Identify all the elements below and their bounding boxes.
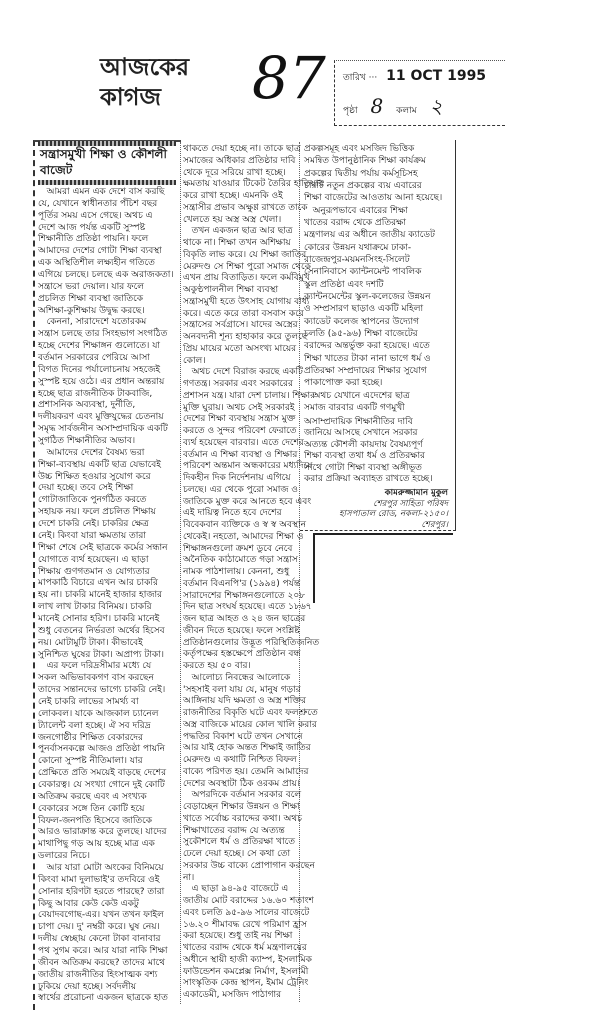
article-line: দলীয়করণ এবং মুক্তিযুদ্ধের চেতনায়	[38, 412, 164, 423]
newspaper-masthead: আজকের কাগজ	[100, 52, 190, 111]
article-line: মুক্তি ঘুরায়। অথচ সেই সরকারই	[183, 402, 295, 413]
article-line: সাংস্কৃতিক কেন্দ্র স্থাপন, ইমাম ট্রেনিং	[183, 978, 309, 989]
article-line: এক অস্থিতিশীল লক্ষ্যহীন গতিতে	[38, 258, 155, 269]
article-line: অস্ত্র বাজিকে মায়ের কোল খালি করার	[183, 719, 317, 730]
article-line: কিছু আবার কেউ কেউ একটু	[38, 898, 139, 909]
article-line: জাতিকে মুক্ত করে আনতে হবে এবং	[183, 496, 312, 507]
article-line: মাথাপিছু গড় আয় হচ্ছে মাত্র এক	[38, 839, 155, 850]
article-line: শিক্ষা-ব্যবস্থায় একটি ছাত্র যেভাবেই	[38, 459, 161, 470]
headline-line-1: সন্ত্রাসমুখী শিক্ষা ও কৌশলী	[40, 147, 167, 161]
article-line: বেড়াচ্ছেন শিক্ষার উন্নয়ন ও শিক্ষা	[183, 802, 300, 812]
article-line: যোগাতে ব্যর্থ হয়েছেন। এ ছাড়া	[38, 554, 149, 565]
article-line: শিক্ষানীতি প্রতিষ্ঠা পায়নি। ফলে	[38, 234, 149, 245]
article-line: এগিয়ে চলছে। চলছে এক অরাজকতা।	[38, 270, 174, 281]
article-line: পথ সুগম করে। আর যারা নাকি শিক্ষা	[38, 946, 168, 956]
article-line: পূর্তির সময় এসে গেছে। অথচ এ	[38, 210, 153, 221]
article-line: চাপা দেয়। দু' নম্বরী করে। ঘুষ নেয়।	[38, 922, 160, 933]
column-divider	[180, 142, 181, 1004]
article-line: সুকৌশলে ধর্ম ও প্রতিরক্ষা খাতে	[183, 837, 295, 848]
article-line: প্রশাসন যন্ত্র। যারা দেশ চালায়। শিক্ষার	[183, 390, 316, 401]
article-line: গণতন্ত্র। সরকার এবং সরকারের	[183, 379, 293, 389]
article-line: 'সহসাই বলা যায় যে, মানুষ গড়ার	[183, 684, 301, 695]
article-line: কোল।	[183, 355, 206, 366]
article-line: করে। এতে করে তারা বসবাস করে	[183, 308, 304, 319]
article-line: ঢুকিয়ে দেয়া হচ্ছে। সর্বদলীয়	[38, 981, 137, 992]
article-line: সমাজ বারবার একটি গণমুখী	[304, 402, 405, 413]
article-line: মেরুদণ্ড এ কথাটি নিশ্চিত বিফল	[183, 755, 297, 765]
article-line: লোকবল। যাকে আজকাল চ্যানেল	[38, 708, 159, 719]
article-line: পুনর্বাসনকল্পে আজও প্রতিষ্ঠা পায়নি	[38, 744, 165, 755]
article-line: ঢেলে দেয়া হচ্ছে। সে কথা তো	[183, 849, 291, 859]
article-line: এই দায়িত্ব নিতে হবে দেশের	[183, 508, 282, 519]
headline-line-2: বাজেট	[40, 163, 73, 177]
article-line: আমাদের দেশের গোটা শিক্ষা ব্যবস্থা	[38, 246, 162, 257]
article-line: ক্ষমতায় যাওয়ার টিকেট তৈরির হাতিয়ার	[183, 179, 324, 190]
author-org: শেরপুর সাহিত্য পরিষদ	[373, 498, 448, 509]
date-stamp	[334, 60, 505, 126]
article-line: সমন্বিত উপানুষ্ঠানিক শিক্ষা কার্যক্রম	[304, 156, 426, 167]
article-line: প্রতিষ্ঠানগুলোর উদ্ভূত পরিস্থিতিজনিত	[183, 637, 320, 648]
article-line: শিক্ষা শেষে সেই ছাত্রকে কর্মের সন্ধান	[38, 542, 168, 553]
article-line: হচ্ছে দেশের শিক্ষাঙ্গন গুলোতে। যা	[38, 341, 161, 352]
article-line: সরকার উচ্চ বাক্যে প্রোপাগান করছেন	[183, 860, 315, 871]
article-line: শিক্ষায় গুণগতমান ও যোগ্যতার	[38, 566, 150, 577]
article-line: প্রিয় মায়ের মতো অসংখ্য মায়ের	[183, 343, 297, 354]
article-line: অসাম্প্রদায়িক শিক্ষানীতির দাবি	[304, 417, 413, 427]
article-line: সুনিশ্চিত ঘুষের টাকা। অপ্রাপ্য টাকা।	[38, 649, 165, 660]
article-line: মন্ত্রণালয় এর অধীনে জাতীয় ক্যাডেট	[304, 230, 435, 241]
article-line: থাকতে দেয়া হচ্ছে না। তাকে ছাত্র	[183, 144, 301, 154]
column-value: ২	[429, 94, 443, 118]
article-line: অশিক্ষা-কুশিক্ষায় উদ্বুদ্ধ করছে।	[38, 305, 145, 316]
article-line: নেই। কিংবা যারা ক্ষমতায় তারা	[38, 530, 146, 541]
author-name: কামরুজ্জামান মুকুল	[384, 488, 448, 498]
article-line: প্রতিরক্ষা সম্প্রদায়ের শিক্ষার সুযোগ	[304, 365, 427, 376]
article-line: অপরদিকে বর্তমান সরকার বলে	[183, 790, 302, 801]
article-line: ক্যান্টনমেন্টের স্কুল-কলেজের উন্নয়ন	[304, 291, 431, 302]
article-line: করার প্রক্রিয়া অব্যাহত রাখতে হচ্ছে।	[304, 473, 433, 484]
article-line: খাতের বরাদ্দ থেকে ধর্ম মন্ত্রণালয়ের	[183, 943, 307, 953]
article-line: বর্তমান বিএনপি'র (১৯৯৪) পর্যন্ত	[183, 578, 301, 589]
article-line: আলোচ্য নিবন্ধের আলোকে	[183, 672, 291, 683]
article-line: লাখ লাখ টাকার বিনিময়। চাকরি	[38, 602, 152, 613]
page-label: পৃষ্ঠা	[343, 106, 358, 116]
article-line: এ ছাড়া ৯৪-৯৫ বাজেটে এ	[183, 884, 289, 895]
article-line: দেয়া হচ্ছে। তবে সেই শিক্ষা	[38, 483, 134, 494]
article-line: দিকহীন দিক নির্দেশনায় এগিয়ে	[183, 473, 291, 483]
article-line: করতে হয় ৫০ বার।	[183, 661, 251, 671]
article-line: নেই চাকরি লাভের সামর্থ্য বা	[38, 696, 139, 707]
article-line: একাডেমী, মসজিদ পাঠাগার	[183, 990, 282, 1000]
article-line: শিক্ষা ব্যবস্থা তথা ধর্ম ও প্রতিরক্ষার	[304, 451, 426, 462]
article-line: ও সম্প্রসারণ ছাড়াও একটি মহিলা	[304, 304, 424, 315]
article-line: এবং চলতি ৯৫-৯৬ সালের বাজেটে	[183, 907, 310, 918]
article-line: ব্যর্থ হয়েছেন বারবার। এতে দেশের	[183, 437, 304, 448]
article-line: সন্ত্রাস চলছে তার সিংহভাগ সংগঠিত	[38, 329, 168, 340]
article-line: করতে ও সুন্দর পরিবেশ ফেরাতে	[183, 426, 297, 436]
article-line: এর ফলে দরিদ্রসীমার মধ্যে যে	[38, 661, 152, 672]
article-line: বিবেকবান ব্যক্তিকে ও স্ব স্ব অবস্থান	[183, 520, 306, 530]
article-line: বাক্যে পরিণত হয়। তেমনি আমাদের	[183, 766, 309, 777]
clipping-bracket-side	[313, 533, 315, 603]
article-line: পাকাপোক্ত করা হচ্ছে।	[304, 378, 383, 389]
article-line: থেকেই। নহতো, আমাদের শিক্ষা ও	[183, 531, 304, 542]
article-line: সমৃদ্ধ সার্বজনীন অসাম্প্রদায়িক একটি	[38, 424, 168, 435]
article-line: আমাদের দেশের বৈষম্য ভরা	[38, 447, 145, 458]
article-line: শিক্ষা বাজেটের আওতায় আনা হয়েছে।	[304, 193, 443, 204]
article-line: পরিবেশ অন্তমান অন্ধকারের মধ্যদিয়ে	[183, 461, 313, 472]
article-line: শিক্ষাঙ্গনগুলো ক্রমশ ডুবে নেবে	[183, 543, 293, 554]
article-line: হয় না। চাকরি মানেই হাজার হাজার	[38, 590, 163, 601]
author-signature	[330, 488, 448, 530]
article-line: বিকৃতি লাভ করে। যে শিক্ষা জাতির	[183, 249, 307, 260]
article-line: সেনানিবাসে ক্যান্টনমেন্ট পাবলিক	[304, 267, 422, 278]
article-line: ফাউন্ডেশন কমপ্লেক্স নির্মাণ, ইসলামী	[183, 966, 309, 977]
article-line: উচ্চ শিক্ষিত হওয়ার সুযোগ করে	[38, 471, 151, 482]
article-line: অধীনে স্থায়ী হাজী ক্যাম্প, ইসলামিক	[183, 954, 312, 965]
article-line: দেশে আজ পর্যন্ত একটি সুস্পষ্ট	[38, 222, 146, 233]
article-line: কেননা, সারাদেশে যতোরকম	[38, 317, 147, 328]
author-district: শেরপুর।	[421, 519, 448, 530]
article-column-3-end	[304, 417, 452, 485]
article-line: সহায়ক নয়। ফলে প্রচলিত শিক্ষায়	[38, 507, 156, 518]
article-line: মেরুদণ্ড সে শিক্ষা পুরো সমাজ থেকে	[183, 261, 311, 272]
article-line: অকুণ্ঠপালনীল শিক্ষা ব্যবস্থা	[183, 285, 279, 295]
article-line: বেকারের সঙ্গে তিন কোটি হয়ে	[38, 803, 145, 814]
article-line: খেলতে হয় অস্ত্র অস্ত্র খেলা।	[183, 214, 282, 225]
article-line: আঙ্গিনায় যদি ক্ষমতা ও অস্ত্র শক্তির	[183, 696, 306, 707]
article-line: সোনার হরিণটা হরতে পারছে? তারা	[38, 886, 165, 897]
article-line: অনৈতিক কাঠামোতে গড়া সন্ত্রাস	[183, 555, 298, 566]
article-line: প্রেক্ষিতে প্রতি সময়েই বাড়ছে দেশের	[38, 768, 167, 779]
article-line: ডলারের নিচে।	[38, 851, 90, 862]
article-line: অতিক্রম করছে এবং এ সংখ্যক	[38, 791, 147, 802]
article-line: পদ্ধতির বিকাশ ঘটে তখন সেখানে	[183, 731, 303, 742]
article-line: ক্যাডেট কলেজ স্থাপনের উদ্যোগ	[304, 316, 420, 327]
article-line: মাপকাঠি বিচারে এখন আর চাকরি	[38, 578, 158, 589]
article-line: নয়। মোটামুটি টাকা। কীভাবেই	[38, 637, 143, 648]
article-line: এখন প্রায় বিতাড়িত। ফলে কর্মবিমুখ	[183, 273, 310, 284]
column-label: কলাম	[396, 106, 417, 116]
article-line: আর যারা মোটা অংকের বিনিময়ে	[38, 862, 164, 873]
article-line: প্রশাসনিক অব্যবস্থা, দুর্নীতি,	[38, 400, 136, 411]
article-line: নামক পাঠশালায়। কেননা, শুধু	[183, 567, 290, 577]
article-line: কোরের উন্নয়ন যথাক্রমে ঢাকা-	[304, 242, 412, 253]
article-line: আমরা এমন এক দেশে বাস করছি	[38, 187, 165, 197]
article-line: দেশের অবস্থাটা ঠিক ওরকম প্রায়।	[183, 778, 300, 789]
article-line: দেশের শিক্ষা ব্যবস্থায় সন্ত্রাস মুক্ত	[183, 414, 296, 425]
article-line: করে রাখা হচ্ছে। এমনকি ওই	[183, 191, 283, 201]
article-line: বরাদ্দের অন্তর্ভুক্ত করা হয়েছে। এতে	[304, 341, 430, 352]
article-line: বর্তমান সরকারের পেরিয়ে আসা	[38, 353, 150, 364]
article-line: ১৬.২০ শীমাবদ্ধ রেখে পরিমাণ হ্রাস	[183, 919, 307, 930]
article-line: জাতীয় মোট বরাদ্দের ১৬.৬০ শতাংশ	[183, 896, 314, 906]
page-value: 8	[370, 94, 384, 118]
article-line: অথচ দেশে বিরাজ করছে একটি	[183, 367, 303, 378]
article-line: ট্যালেন্ট বলা হচ্ছে। ঐ সব দরিদ্র	[38, 720, 151, 731]
article-line: প্রকল্পসমূহ এবং মসজিদ ভিত্তিক	[304, 144, 415, 154]
article-line: খাতের বরাদ্দ থেকে প্রতিরক্ষা	[304, 217, 406, 228]
clipping-bracket	[313, 533, 453, 535]
article-line: কিংবা মামা দুলাভাই'র তদবিরে ওই	[38, 874, 160, 885]
article-line: বর্তমান এ শিক্ষা ব্যবস্থা ও শিক্ষার	[183, 449, 298, 460]
article-headline	[40, 146, 176, 178]
article-line: প্রকল্পের দ্বিতীয় পর্যায় কর্মসূচিসহ	[304, 168, 418, 179]
article-line: দেশে চাকরি নেই। চাকরির ক্ষেত্র	[38, 519, 149, 530]
article-line: সন্ত্রাসমুখী হতে উৎসাহ যোগায় বাধ্য	[183, 296, 310, 307]
article-line: চলছে। এর থেকে পুরো সমাজ ও	[183, 484, 298, 495]
article-line: চারটি নতুন প্রকল্পের ব্যয় এবারের	[304, 180, 422, 191]
article-line: বিগত দিনের পর্যালোচনায় সহজেই	[38, 364, 161, 375]
article-line: সুস্পষ্ট হয়ে ওঠে। এর প্রধান অন্তরায়	[38, 376, 165, 387]
article-line: বেয়াদবগোছ-এর। যখন তখন ফাইল	[38, 910, 164, 921]
article-line: সাথে গোটা শিক্ষা ব্যবস্থা অঙ্গীভূত	[304, 462, 422, 473]
article-line: মানেই সোনার হরিণ। চাকরি মানেই	[38, 613, 160, 624]
article-line: স্কুল প্রতিষ্ঠা এবং দশটি	[304, 279, 384, 290]
article-line: চলতি (৯৫-৯৬) শিক্ষা বাজেটের	[304, 328, 418, 339]
article-line: সকল অভিভাবকগণ বাস করছেন	[38, 673, 154, 684]
article-line: দিন ছাত্র সংঘর্ষ হয়েছে। এতে ১৮৬৭	[183, 602, 312, 613]
article-column-2	[183, 144, 324, 1002]
article-line: কোনো সুস্পষ্ট নীতিমালা। যার	[38, 756, 143, 767]
article-line: খাতে সর্বোচ্চ বরাদ্দের কথা। অথচ	[183, 813, 302, 824]
article-line: আর যাই হোক অন্তত শিক্ষাই জাতির	[183, 743, 311, 754]
article-line: জীবন দিতে হয়েছে। ফলে সংশ্লিষ্ট	[183, 625, 300, 636]
article-line: সন্ত্রাসে ভরা দেয়াল। যার ফলে	[38, 281, 144, 292]
article-line: থাকে না। শিক্ষা তখন অশিক্ষায়	[183, 238, 291, 248]
article-line: অনবদ্যনী শূন্য হাহাকার করে তুলছে	[183, 332, 308, 342]
article-line: আরও ভারাক্রান্ত করে তুলছে। যাদের	[38, 827, 167, 838]
article-line: জানিয়ে আসছে সেখানে সরকার	[304, 428, 418, 439]
article-column-1	[38, 187, 178, 1005]
article-line: যে, যেখানে স্বাধীনতার পঁচিশ বছর	[38, 198, 158, 209]
article-line: বেকারত্ব। যে সংখ্যা গোনে দুই কোটি	[38, 779, 165, 790]
article-line: রাজনীতির বিকৃতি ঘটে এবং ফলশ্রুতে	[183, 708, 318, 718]
article-line: অথচ যেখানে এদেশের ছাত্র	[304, 390, 410, 401]
article-line: সুগঠিত শিক্ষানীতির অভাব।	[38, 436, 136, 447]
article-line: শিক্ষা খাতের টাকা নানা ভাগে ধর্ম ও	[304, 353, 431, 364]
article-line: শুধু বেতনের নির্ভরতা অর্থের হিসেব	[38, 625, 165, 636]
article-line: কর্তৃপক্ষের হস্তক্ষেপে প্রতিষ্ঠান বন্ধ	[183, 649, 301, 660]
article-line: সারাদেশের শিক্ষাঙ্গনগুলোতে ২০৮	[183, 590, 306, 601]
article-line: সন্ত্রাসের সর্বগ্রাসে। যাদের অস্ত্রের	[183, 320, 298, 331]
article-line: না।	[183, 872, 195, 883]
article-line: থেকে দূরে সরিয়ে রাখা হচ্ছে।	[183, 167, 286, 178]
article-line: অনুরূপভাবে এবারের শিক্ষা	[304, 205, 408, 216]
article-line: করা হয়েছে। শুধু তাই নয় শিক্ষা	[183, 931, 293, 942]
article-line: জীবন অতিক্রম করছে? তাদের মাথে	[38, 957, 165, 968]
article-line: শিক্ষাখাতের বরাদ্দ যে অত্যন্ত	[183, 825, 285, 836]
handwritten-number: 87	[252, 44, 326, 112]
article-line: তাদের সন্তানদের ভাগ্যে চাকরি নেই।	[38, 685, 166, 696]
article-line: হচ্ছে ছাত্র রাজনীতিক টাকবাজি,	[38, 388, 153, 399]
date-value: 11 OCT 1995	[386, 68, 487, 84]
article-line: তখন একজন ছাত্র আর ছাত্র	[183, 226, 293, 237]
date-label: তারিখ ···	[343, 73, 378, 83]
article-line: জাতীয় রাজনীতির হিংসাত্মক বশ্য	[38, 969, 158, 980]
article-line: অত্যন্ত কৌশলী কায়দায় বৈষম্যপূর্ণ	[304, 439, 423, 450]
article-line: দলীয় স্বেচ্ছায় কেনো টাকা বানাবার	[38, 934, 161, 945]
article-line: স্বার্থের প্ররোচনা একজন ছাত্রকে হাত	[38, 993, 168, 1004]
author-address: হাসপাতাল রোড, নকলা-২১৫০।	[339, 509, 448, 519]
article-line: সমাজের অধিকার প্রতিষ্ঠার দাবি	[183, 155, 296, 166]
article-line: সন্ত্রাসীর প্রভাব অক্ষুণ্ণ রাখতে তাকে	[183, 202, 308, 213]
article-line: প্রচলিত শিক্ষা ব্যবস্থা জাতিকে	[38, 293, 144, 304]
article-column-3	[304, 144, 452, 414]
article-line: জন ছাত্র আহত ও ২৪ জন ছাত্রের	[183, 614, 306, 624]
article-line: গোটাজাতিকে পুনর্গঠিত করতে	[38, 495, 147, 506]
article-line: রাজেন্দ্রপুর-ময়মনসিংহ-সিলেট	[304, 254, 410, 265]
article-line: জনগোষ্ঠীর শিক্ষিত বেকারদের	[38, 732, 143, 743]
article-line: বিফল-জনপতি হিসেবে জাতিকে	[38, 815, 153, 826]
headline-rule-bottom	[38, 180, 176, 185]
